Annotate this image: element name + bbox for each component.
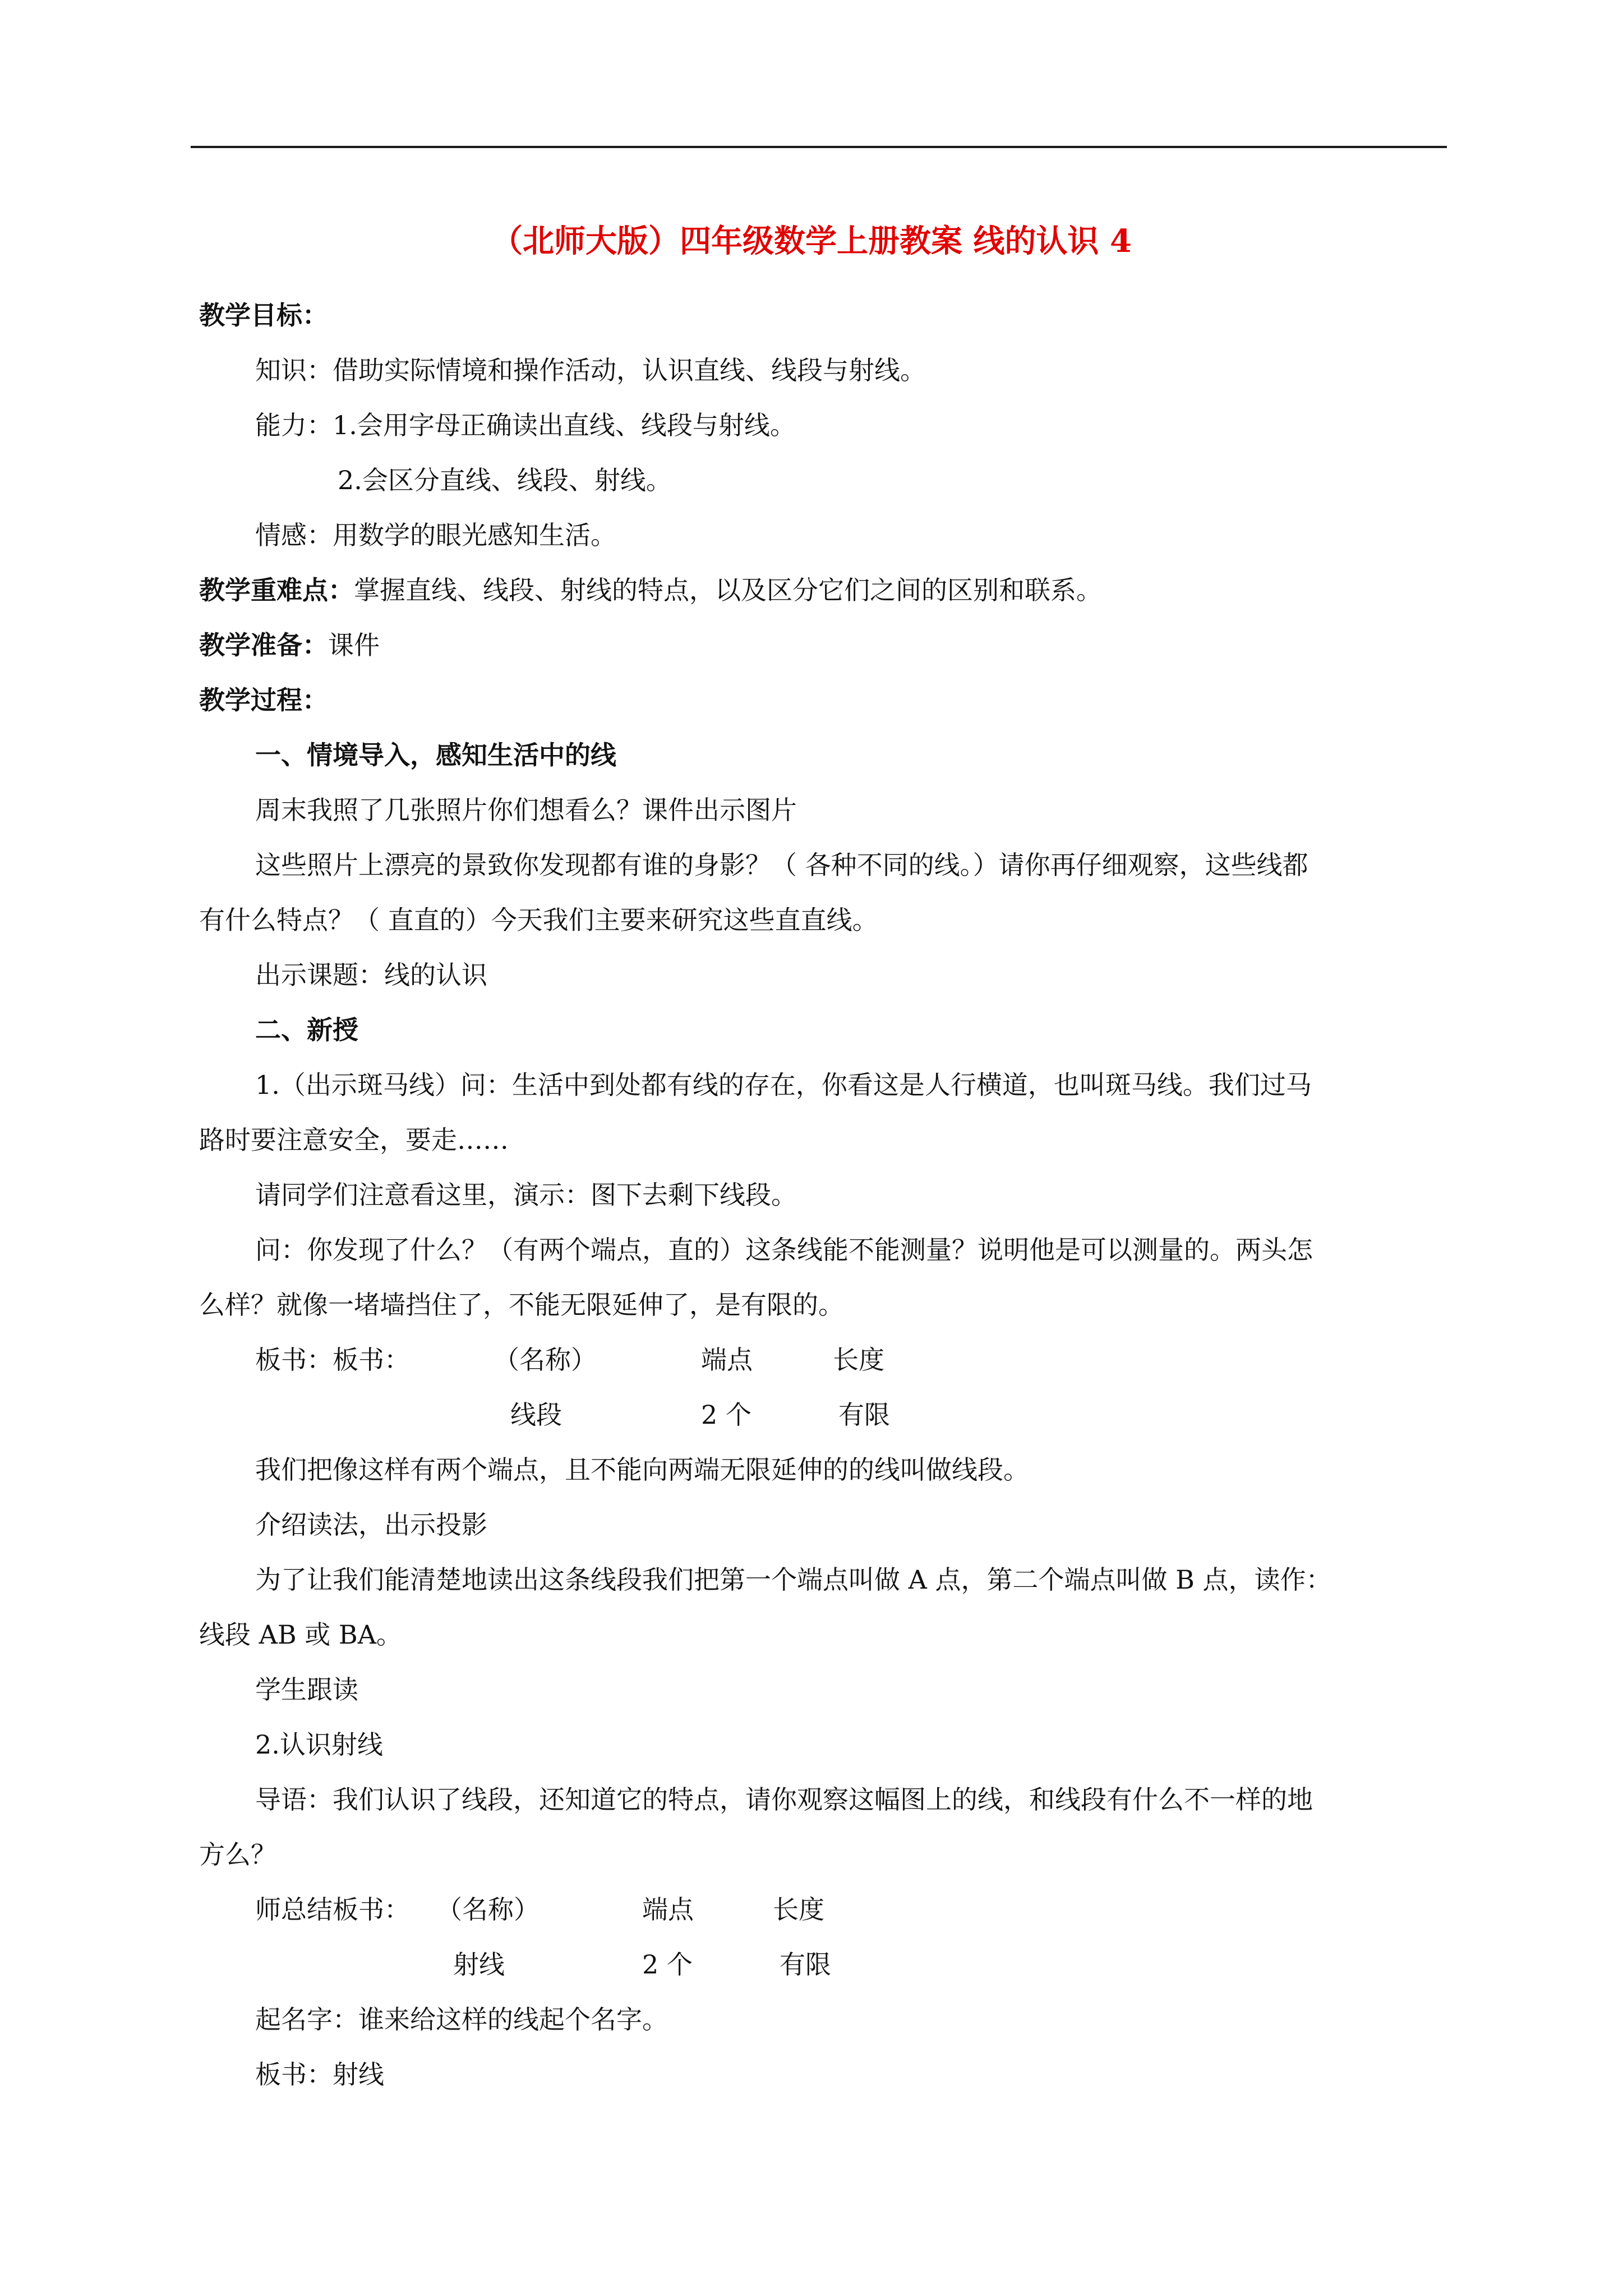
table1-cell-name: 线段 <box>510 1400 562 1430</box>
table1-header-name: （名称） <box>494 1345 597 1375</box>
table1-label: 板书：板书： <box>255 1345 410 1375</box>
section2-paragraph-9b: 方么？ <box>199 1839 276 1870</box>
table2-header-name: （名称） <box>436 1894 540 1925</box>
section1-paragraph-2b: 有什么特点？（ 直直的）今天我们主要来研究这些直直线。 <box>199 905 878 935</box>
objective-ability-1: 能力：1.会用字母正确读出直线、线段与射线。 <box>255 410 796 440</box>
table1-cell-endpoints: 2 个 <box>701 1400 751 1430</box>
section2-paragraph-1b: 路时要注意安全，要走…… <box>199 1125 509 1155</box>
objective-ability-2: 2.会区分直线、线段、射线。 <box>338 465 672 495</box>
table2-cell-length: 有限 <box>780 1949 831 1980</box>
section2-paragraph-3b: 么样？就像一堵墙挡住了，不能无限延伸了，是有限的。 <box>199 1290 844 1320</box>
key-points-label: 教学重难点： <box>199 575 354 605</box>
table2-cell-name: 射线 <box>453 1949 505 1980</box>
section2-heading: 二、新授 <box>255 1015 358 1045</box>
document-title: （北师大版）四年级数学上册教案 线的认识 4 <box>491 223 1132 260</box>
section2-paragraph-3a: 问：你发现了什么？（有两个端点，直的）这条线能不能测量？说明他是可以测量的。两头怎 <box>255 1235 1313 1265</box>
section1-heading: 一、情境导入，感知生活中的线 <box>255 740 616 770</box>
table2-header-length: 长度 <box>773 1894 824 1925</box>
section2-paragraph-10: 起名字：谁来给这样的线起个名字。 <box>255 2004 668 2035</box>
key-points <box>199 572 1102 608</box>
table2-label: 师总结板书： <box>255 1894 410 1925</box>
process-heading: 教学过程： <box>199 685 328 715</box>
section2-paragraph-7: 学生跟读 <box>255 1674 358 1705</box>
table2-cell-endpoints: 2 个 <box>642 1949 693 1980</box>
section2-paragraph-8: 2.认识射线 <box>255 1729 383 1760</box>
section2-paragraph-5: 介绍读法，出示投影 <box>255 1510 487 1540</box>
objectives-heading: 教学目标： <box>199 300 328 330</box>
table2-header-endpoints: 端点 <box>642 1894 694 1925</box>
section2-paragraph-9a: 导语：我们认识了线段，还知道它的特点，请你观察这幅图上的线，和线段有什么不一样的地 <box>255 1784 1313 1815</box>
table1-header-length: 长度 <box>833 1345 884 1375</box>
prep-text: 课件 <box>328 630 380 660</box>
section2-paragraph-4: 我们把像这样有两个端点，且不能向两端无限延伸的的线叫做线段。 <box>255 1455 1029 1485</box>
table1-cell-length: 有限 <box>838 1400 890 1430</box>
section2-paragraph-1a: 1.（出示斑马线）问：生活中到处都有线的存在，你看这是人行横道，也叫斑马线。我们过马 <box>255 1070 1312 1100</box>
key-points-text: 掌握直线、线段、射线的特点，以及区分它们之间的区别和联系。 <box>354 575 1102 605</box>
prep-label: 教学准备： <box>199 630 328 660</box>
objective-knowledge: 知识：借助实际情境和操作活动，认识直线、线段与射线。 <box>255 355 926 385</box>
table1-header-endpoints: 端点 <box>701 1345 753 1375</box>
section1-paragraph-3: 出示课题：线的认识 <box>255 960 487 990</box>
header-rule <box>191 146 1447 148</box>
section1-paragraph-2a: 这些照片上漂亮的景致你发现都有谁的身影？（ 各种不同的线。）请你再仔细观察，这些线都 <box>255 850 1308 880</box>
section2-paragraph-11: 板书：射线 <box>255 2059 384 2090</box>
section2-paragraph-6b: 线段 AB 或 BA。 <box>199 1619 402 1650</box>
section2-paragraph-6a: 为了让我们能清楚地读出这条线段我们把第一个端点叫做 A 点，第二个端点叫做 B 点，读作： <box>255 1565 1332 1595</box>
objective-emotion: 情感：用数学的眼光感知生活。 <box>255 520 616 550</box>
section1-paragraph-1: 周末我照了几张照片你们想看么？课件出示图片 <box>255 795 797 825</box>
section2-paragraph-2: 请同学们注意看这里，演示：图下去剩下线段。 <box>255 1180 797 1210</box>
teaching-prep <box>199 627 380 663</box>
